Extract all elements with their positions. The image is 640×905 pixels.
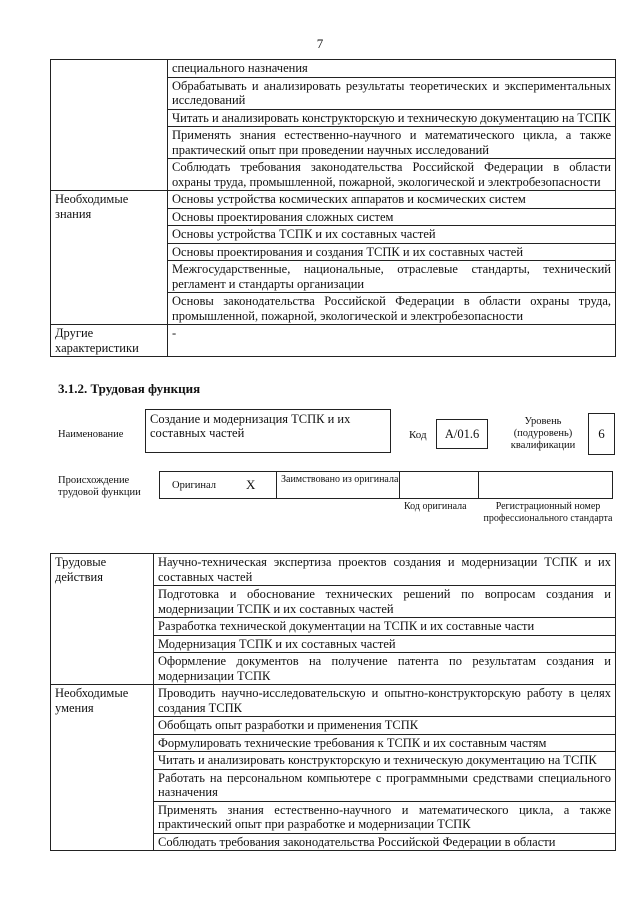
row-item: Работать на персональном компьютере с программными средствами специального назначения [154,769,616,801]
row-item: специального назначения [168,60,616,78]
row-item: Основы проектирования и создания ТСПК и их составных частей [168,243,616,261]
borrowed-cell [276,471,400,499]
table1-body [51,60,616,357]
row-item: Проводить научно-исследовательскую и опытно-конструкторскую работу в целях создания ТСПК [154,685,616,717]
original-code-cell [399,471,479,499]
row-item: Основы устройства ТСПК и их составных частей [168,226,616,244]
row-item: - [168,325,616,357]
table-row [51,554,616,586]
row-item: Основы устройства космических аппаратов и космических систем [168,191,616,209]
row-item: Основы законодательства Российской Федерации в области охраны труда, промышленной, пожарной, экологической и электробезопасности [168,293,616,325]
row-item: Подготовка и обоснование технических решений по вопросам создания и модернизации ТСПК и их составных частей [154,586,616,618]
registration-number-cell [478,471,613,499]
original-cell [159,471,277,499]
original-code-caption: Код оригинала [404,501,467,512]
table-row [51,60,616,78]
row-label: Необходимые знания [51,191,168,325]
row-label: Трудовые действия [51,554,154,685]
row-item: Формулировать технические требования к ТСПК и их составным частям [154,734,616,752]
code-label: Код [409,429,427,441]
function-code-box: A/01.6 [436,419,488,449]
original-label: Оригинал [172,480,216,491]
page-number: 7 [316,36,324,51]
level-value-box: 6 [588,413,615,455]
labor-actions-table [50,553,616,851]
origin-row [159,471,613,499]
name-label: Наименование [58,429,124,440]
table-row [51,325,616,357]
original-mark: X [246,477,256,492]
row-label: Необходимые умения [51,685,154,851]
registration-number-caption: Регистрационный номер профессионального стандарта [483,501,613,524]
borrowed-label: Заимствовано из оригинала [281,474,399,485]
row-item: Модернизация ТСПК и их составных частей [154,635,616,653]
row-label [51,60,168,191]
row-item: Соблюдать требования законодательства Российской Федерации в области охраны труда, промышленной, пожарной, экологической и электробезопасности [168,159,616,191]
row-item: Читать и анализировать конструкторскую и техническую документацию на ТСПК [154,752,616,770]
row-item: Основы проектирования сложных систем [168,208,616,226]
row-item: Межгосударственные, национальные, отраслевые стандарты, технический регламент и стандарты организации [168,261,616,293]
row-item: Читать и анализировать конструкторскую и техническую документацию на ТСПК [168,109,616,127]
table-row [51,191,616,209]
section-title: 3.1.2. Трудовая функция [58,381,201,396]
row-item: Обрабатывать и анализировать результаты теоретических и экспериментальных исследований [168,77,616,109]
table2-body [51,554,616,851]
row-item: Применять знания естественно-научного и математического цикла, а также практический опыт при проведении научных исследований [168,127,616,159]
row-label: Другие характеристики [51,325,168,357]
skills-knowledge-table [50,59,616,357]
row-item: Разработка технической документации на ТСПК и их составные части [154,618,616,636]
level-label: Уровень (подуровень) квалификации [510,416,576,451]
table-row [51,685,616,717]
row-item: Научно-техническая экспертиза проектов создания и модернизации ТСПК и их составных частей [154,554,616,586]
row-item: Соблюдать требования законодательства Российской Федерации в области [154,833,616,851]
row-item: Обобщать опыт разработки и применения ТСПК [154,717,616,735]
row-item: Оформление документов на получение патента по результатам создания и модернизации ТСПК [154,653,616,685]
function-name-box: Создание и модернизация ТСПК и их составных частей [145,409,391,453]
row-item: Применять знания естественно-научного и математического цикла, а также практический опыт при разработке и модернизации ТСПК [154,801,616,833]
origin-label-text: Происхождение трудовой функции [58,475,141,498]
origin-label [58,475,148,499]
